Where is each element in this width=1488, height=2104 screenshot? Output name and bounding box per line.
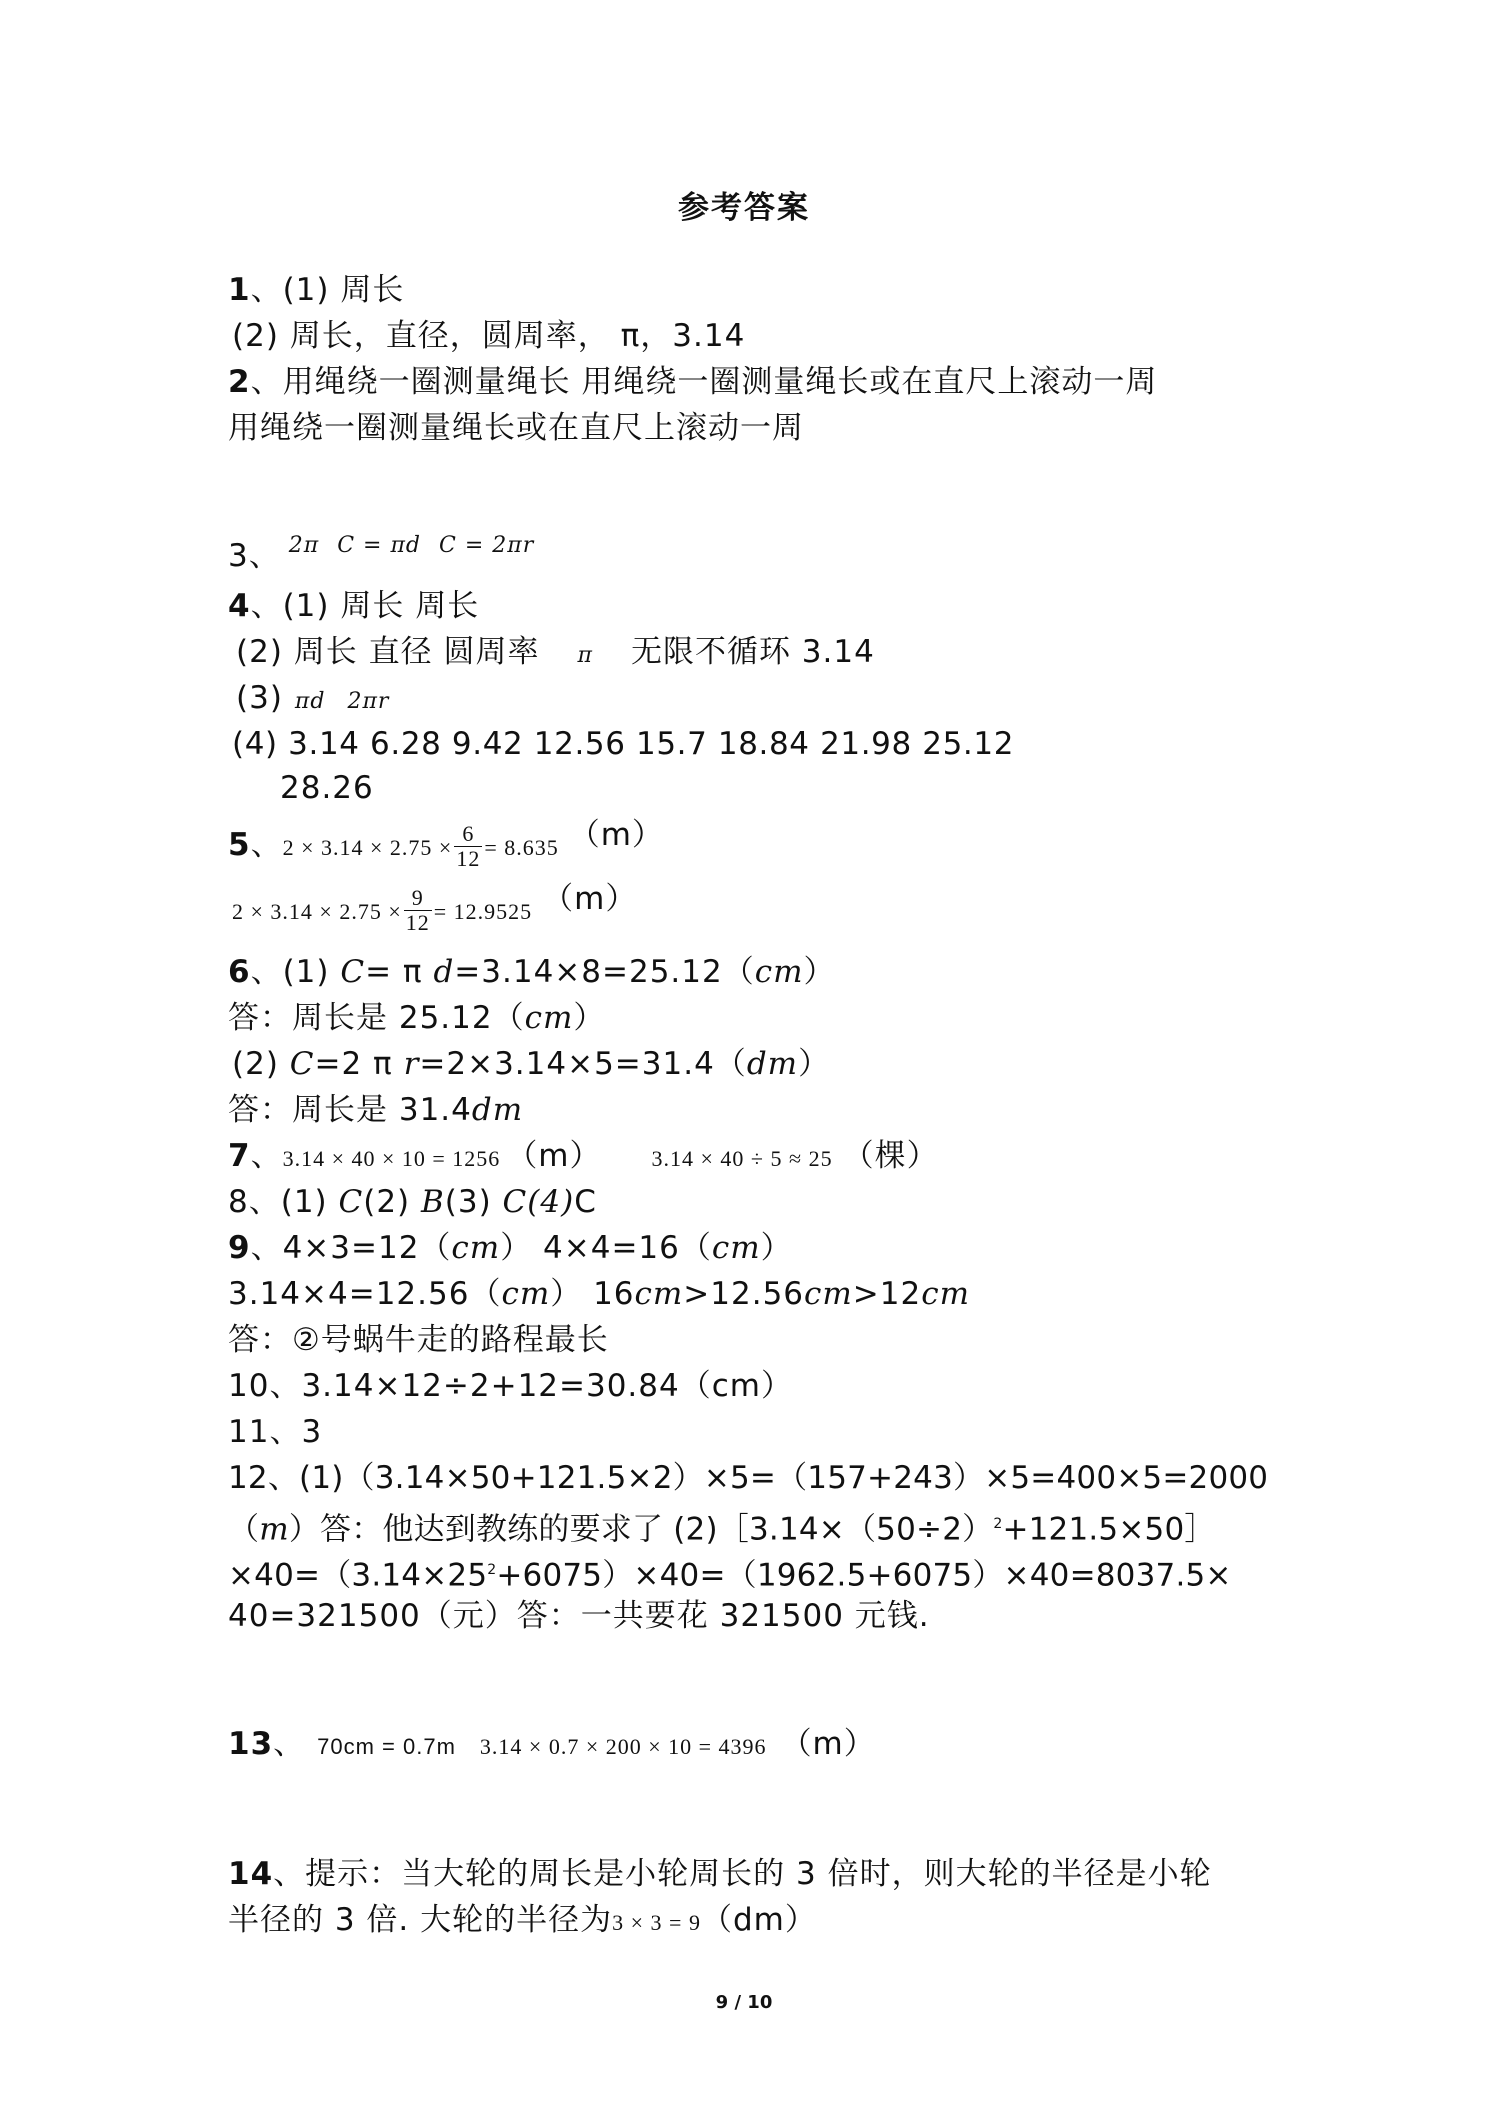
answer-9-line-1: 9、4×3=12（cm） 4×4=16（cm） <box>228 1230 793 1266</box>
answer-3: 3、 $^{2\pi}$ $^{C = \pi d}$ $^{C = 2\pi r}$ <box>228 533 535 574</box>
answer-13: 13、 70cm = 0.7m 3.14 × 0.7 × 200 × 10 = 4396 （m） <box>228 1726 876 1762</box>
answer-4-part-1: 4、(1) 周长 周长 <box>228 588 480 624</box>
answer-5-line-2: 2 × 3.14 × 2.75 × $\frac{9}{12}$ = 12.9525 （m） <box>232 881 638 935</box>
answer-4-part-4: (4) 3.14 6.28 9.42 12.56 15.7 18.84 21.98 25.12 <box>232 726 1015 762</box>
answer-8: 8、(1) C(2) B(3) C(4)C <box>228 1184 597 1220</box>
answer-10: 10、3.14×12÷2+12=30.84（cm） <box>228 1368 793 1404</box>
answer-9-reply: 答：②号蜗牛走的路程最长 <box>228 1322 609 1358</box>
page-number: 9 / 10 <box>715 1992 773 2013</box>
answer-14-line-1: 14、提示：当大轮的周长是小轮周长的 3 倍时，则大轮的半径是小轮 <box>228 1856 1212 1892</box>
fraction-6-12: $\frac{6}{12}$ <box>456 821 481 871</box>
answer-12-line-3: $\times 40=(3.14\times 25^2+6075)\times 40=(1962.5+6075)\times 40=8037.5\times$ <box>228 1557 1232 1594</box>
answer-2-line-2: 用绳绕一圈测量绳长或在直尺上滚动一周 <box>228 410 804 446</box>
fraction-9-12: $\frac{9}{12}$ <box>405 885 430 935</box>
answer-1-part-1: 1、(1) 周长 <box>228 272 405 308</box>
answer-1-part-2: (2) 周长，直径，圆周率， π，3.14 <box>232 318 746 354</box>
answer-11: 11、3 <box>228 1414 323 1450</box>
answer-12-line-1: 12、(1)（3.14×50+121.5×2）×5=（157+243）×5=400×5=2000 <box>228 1460 1269 1496</box>
answer-4-part-4-continued: 28.26 <box>280 770 374 806</box>
answer-6-reply-2: 答：周长是 31.4dm <box>228 1092 524 1128</box>
answer-7: 7、3.14 × 40 × 10 = 1256 （m） 3.14 × 40 ÷ 5 ≈ 25 （棵） <box>228 1138 939 1174</box>
answer-5-line-1: 5、2 × 3.14 × 2.75 × $\frac{6}{12}$ = 8.635 （m） <box>228 817 664 871</box>
answer-14-line-2: 半径的 3 倍. 大轮的半径为3 × 3 = 9（dm） <box>228 1902 817 1938</box>
answer-4-part-3: (3) πd 2πr <box>236 680 390 716</box>
answer-2-line-1: 2、用绳绕一圈测量绳长 用绳绕一圈测量绳长或在直尺上滚动一周 <box>228 364 1158 400</box>
answer-4-part-2: (2) 周长 直径 圆周率 π 无限不循环 3.14 <box>236 634 875 670</box>
answer-12-line-4: 40=321500（元）答：一共要花 321500 元钱. <box>228 1598 930 1634</box>
answer-9-line-2: 3.14×4=12.56（cm） 16cm>12.56cm>12cm <box>228 1276 970 1312</box>
answer-12-line-2: （m）答：他达到教练的要求了 $(2)[3.14\times(50\div 2)^2+121.5\times 50]$ <box>228 1511 1216 1548</box>
answer-6-part-2: (2) C=2 π r=2×3.14×5=31.4（dm） <box>232 1046 831 1082</box>
page-title: 参考答案 <box>678 190 810 226</box>
answer-6-reply-1: 答：周长是 25.12（cm） <box>228 1000 606 1036</box>
answer-6-part-1: 6、(1) C= π d=3.14×8=25.12（cm） <box>228 954 836 990</box>
